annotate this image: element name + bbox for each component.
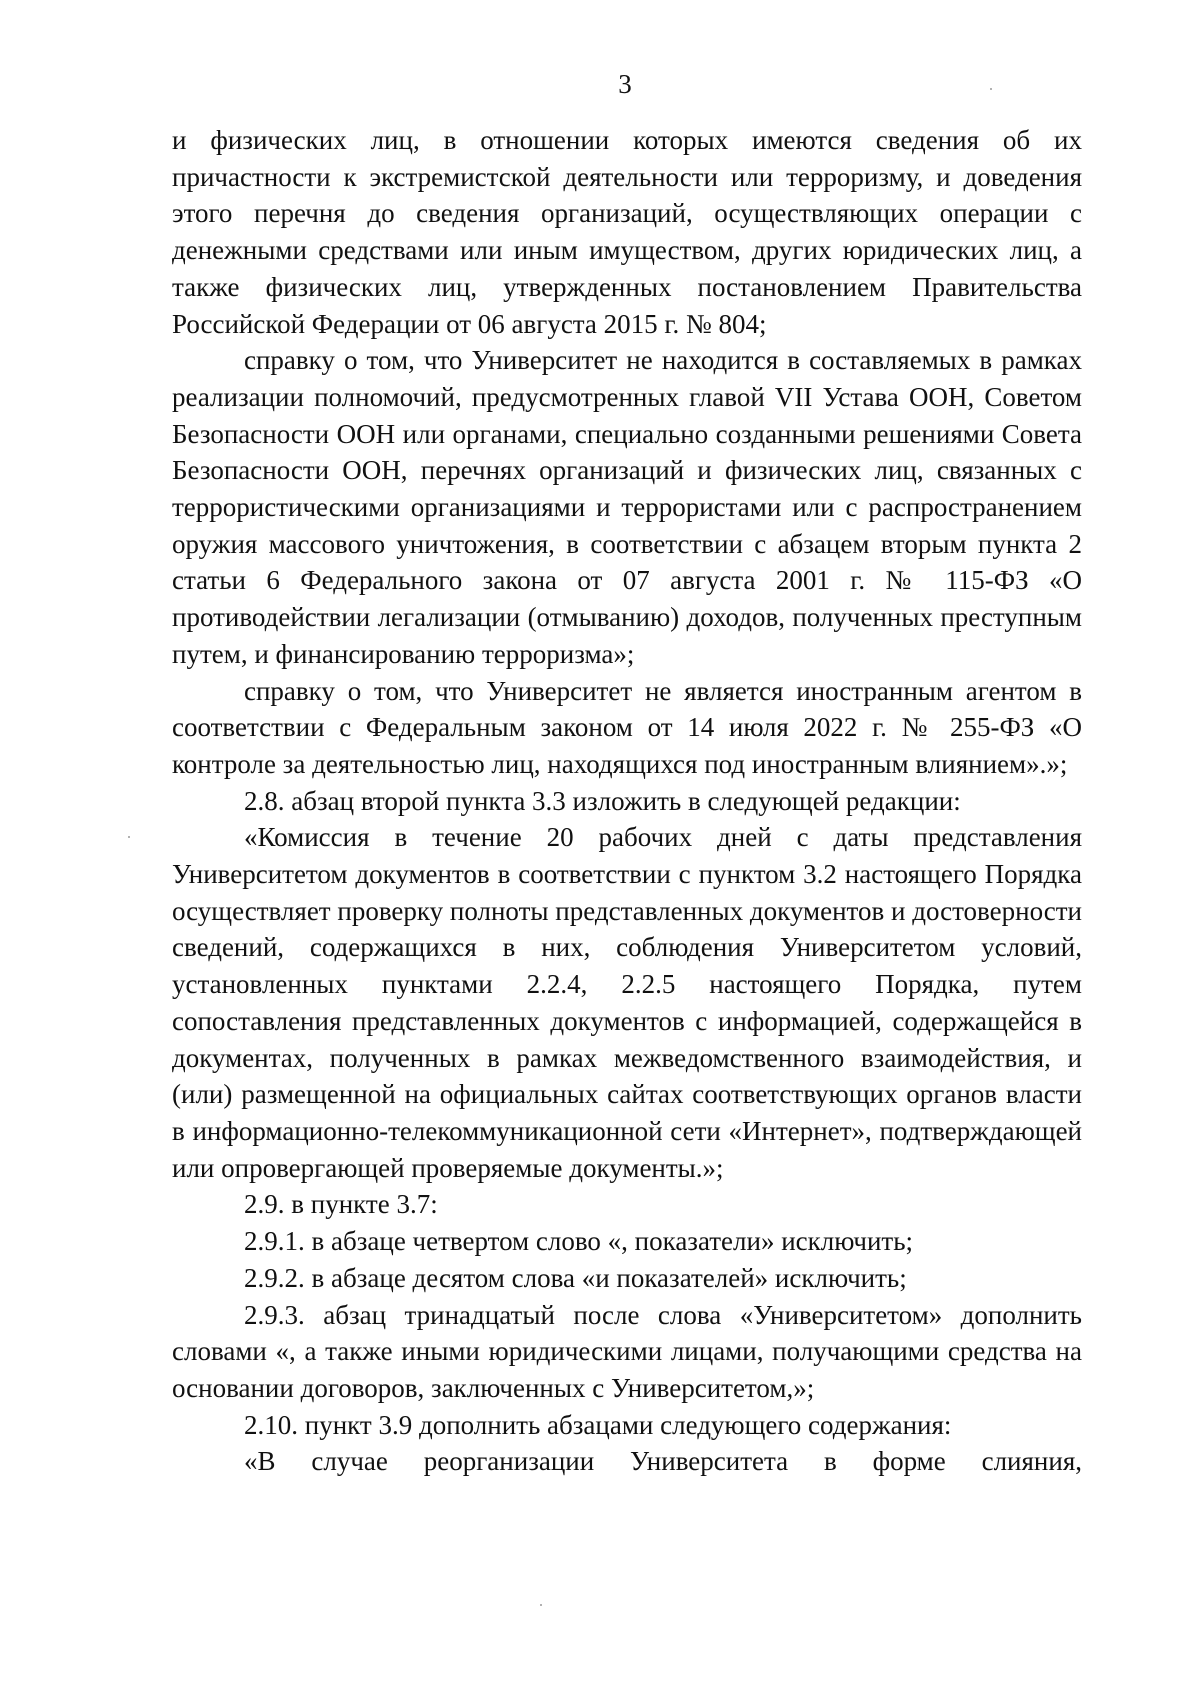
scan-speck [128, 836, 130, 838]
paragraph-item-2-9-3: 2.9.3. абзац тринадцатый после слова «Университетом» дополнить словами «, а также иными юридическими лицами, получающими средства на основании договоров, заключенных с Университетом,»; [172, 1299, 1082, 1403]
paragraph-commission-review: «Комиссия в течение 20 рабочих дней с даты представления Университетом документов в соответствии с пунктом 3.2 настоящего Порядка осуществляет проверку полноты представленных документов и достоверности сведений, содержащихся в них, соблюдения Университетом условий, установленных пунктами 2.2.4, 2.2.5 настоящего Порядка, путем сопоставления представленных документов с информацией, содержащейся в документах, полученных в рамках межведомственного взаимодействия, и (или) размещенной на официальных сайтах соответствующих органов власти в информационно-телекоммуникационной сети «Интернет», подтверждающей или опровергающей проверяемые документы.»; [172, 822, 1082, 1183]
paragraph-foreign-agent-certificate: справку о том, что Университет не является иностранным агентом в соответствии с Федеральным законом от 14 июля 2022 г. № 255-ФЗ «О контроле за деятельностью лиц, находящихся под иностранным влиянием».»; [172, 675, 1082, 779]
paragraph-item-2-8: 2.8. абзац второй пункта 3.3 изложить в следующей редакции: [244, 785, 961, 816]
paragraph-item-2-10: 2.10. пункт 3.9 дополнить абзацами следующего содержания: [244, 1409, 952, 1440]
document-body [172, 122, 1082, 1480]
paragraph-un-sanctions-certificate: справку о том, что Университет не находится в составляемых в рамках реализации полномочий, предусмотренных главой VII Устава ООН, Советом Безопасности ООН или органами, специально созданными решениями Совета Безопасности ООН, перечнях организаций и физических лиц, связанных с террористическими организациями и террористами или с распространением оружия массового уничтожения, в соответствии с абзацем вторым пункта 2 статьи 6 Федерального закона от 07 августа 2001 г. № 115-ФЗ «О противодействии легализации (отмыванию) доходов, полученных преступным путем, и финансированию терроризма»; [172, 345, 1082, 669]
paragraph-item-2-9-2: 2.9.2. в абзаце десятом слова «и показателей» исключить; [244, 1262, 907, 1293]
paragraph-item-2-9: 2.9. в пункте 3.7: [244, 1189, 438, 1220]
scan-speck [990, 88, 992, 90]
scan-speck [540, 1604, 542, 1606]
paragraph-item-2-9-1: 2.9.1. в абзаце четвертом слово «, показатели» исключить; [244, 1226, 914, 1257]
paragraph-reorganization-start: «В случае реорганизации Университета в форме слияния, [244, 1446, 1082, 1477]
paragraph-extremism-list-continuation: и физических лиц, в отношении которых имеются сведения об их причастности к экстремистской деятельности или терроризму, и доведения этого перечня до сведения организаций, осуществляющих операции с денежными средствами или иным имуществом, других юридических лиц, а также физических лиц, утвержденных постановлением Правительства Российской Федерации от 06 августа 2015 г. № 804; [172, 125, 1082, 339]
page-number: 3 [618, 69, 632, 99]
